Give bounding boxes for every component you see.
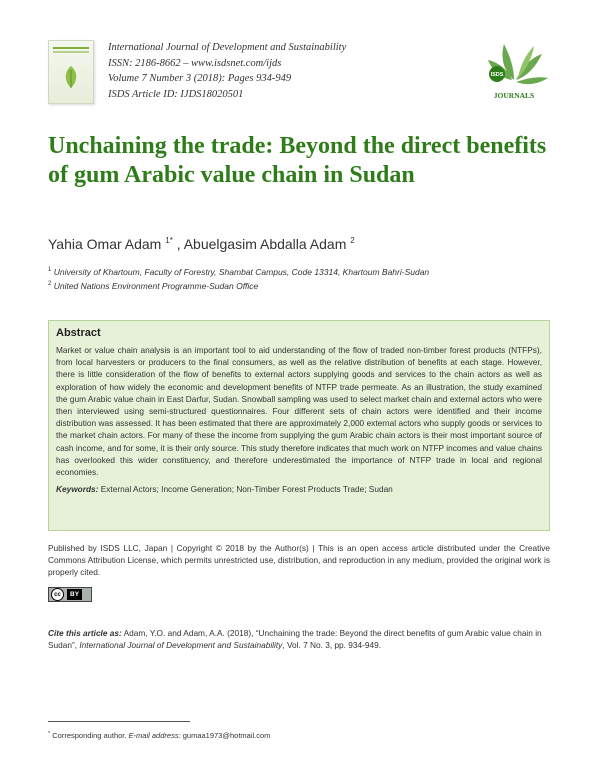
abstract-box [48,320,550,531]
footnote-text: Corresponding author. [52,731,129,740]
creative-commons-icon: cc [51,588,64,601]
affiliation-mark: 1 [48,267,52,273]
footnote-mark: * [48,731,51,737]
logo-journals-text: JOURNALS [493,91,535,100]
affiliation-mark: 2 [48,281,52,287]
cover-stripe [53,47,89,49]
footnote [48,731,270,740]
author-affiliation-mark: 1* [165,236,173,245]
keywords-label: Keywords: [56,484,99,495]
logo-isds-text: ISDS [490,72,504,78]
journal-volume: Volume 7 Number 3 (2018): Pages 934-949 [108,73,292,84]
journal-issn: ISSN: 2186-8662 – www.isdsnet.com/ijds [108,57,282,69]
email-address[interactable]: gumaa1973@hotmail.com [182,731,271,740]
citation-text-before: Adam, Y.O. and Adam, A.A. (2018), “Unchaining the trade: Beyond the direct benefits of gum Arabic value chain in Sudan”, [48,628,542,651]
affiliation-text: University of Khartoum, Faculty of Forestry, Shambat Campus, Code 13314, Khartoum Bahri-Sudan [53,267,430,277]
isds-journals-logo [478,36,550,104]
journal-cover-thumbnail [48,40,94,104]
attribution-icon: BY [67,589,82,600]
citation-text-after: , Vol. 7 No. 3, pp. 934-949. [282,640,382,651]
citation-journal: International Journal of Development and Sustainability [79,640,283,651]
affiliation-text: United Nations Environment Programme-Sudan Office [53,281,259,291]
author-name: Yahia Omar Adam [48,236,162,252]
citation [48,627,550,651]
journal-article-id: ISDS Article ID: IJDS18020501 [108,88,244,100]
author-affiliation-mark: 2 [350,236,355,245]
cover-leaf-icon [62,65,80,89]
affiliation [48,267,429,277]
paper-title: Unchaining the trade: Beyond the direct benefits of gum Arabic value chain in Sudan [48,133,547,188]
email-label: E-mail address: [128,731,181,740]
author-separator: , [176,236,184,252]
keywords-text: External Actors; Income Generation; Non-Timber Forest Products Trade; Sudan [100,484,393,495]
journal-name: International Journal of Development and Sustainability [108,42,347,53]
author-list [48,236,355,252]
footnote-divider [48,721,190,722]
license-statement: Published by ISDS LLC, Japan | Copyright © 2018 by the Author(s) | This is an open access article distributed under the Creative Commons Attribution License, which permits unrestricted use, distribution, and reproduction in any medium, provided the original work is properly cited. [48,543,550,578]
keywords [56,484,542,494]
abstract-text: Market or value chain analysis is an important tool to aid understanding of the flow of traded non-timber forest products (NTFPs), from local harvesters or producers to the final consumers, as well as the relative distribution of benefits at each stage. However, there is little consideration of the flow of benefits to external actors supplying goods and services to the chain actors as well as exploration of how widely the economic and development benefits of NTFP trade permeate. As an illustration, the study examined the gum Arabic value chain in East Darfur, Sudan. Snowball sampling was used to select market chain and external actors who were then interviewed using semi-structured questionnaires. Four different sets of chain actors were identified and their income distribution was assessed. It has been estimated that there are approximately 2,000 external actors who supply goods or services to the market chain actors. For many of these the income from supplying the gum Arabic chain actors is their most important source of cash income, and for some, it is their only source. This study therefore indicates that much work on NTFP incomes and value chains has overlooked this wider constituency, and therefore underestimated the importance of NTFP trade in local and regional economies. [56,345,542,478]
author-name: Abuelgasim Abdalla Adam [183,236,347,252]
cover-stripe [53,51,89,53]
affiliation [48,281,258,291]
abstract-heading: Abstract [56,327,101,339]
journal-info [108,40,346,102]
cc-by-license-badge[interactable] [48,587,92,602]
citation-label: Cite this article as: [48,628,122,638]
